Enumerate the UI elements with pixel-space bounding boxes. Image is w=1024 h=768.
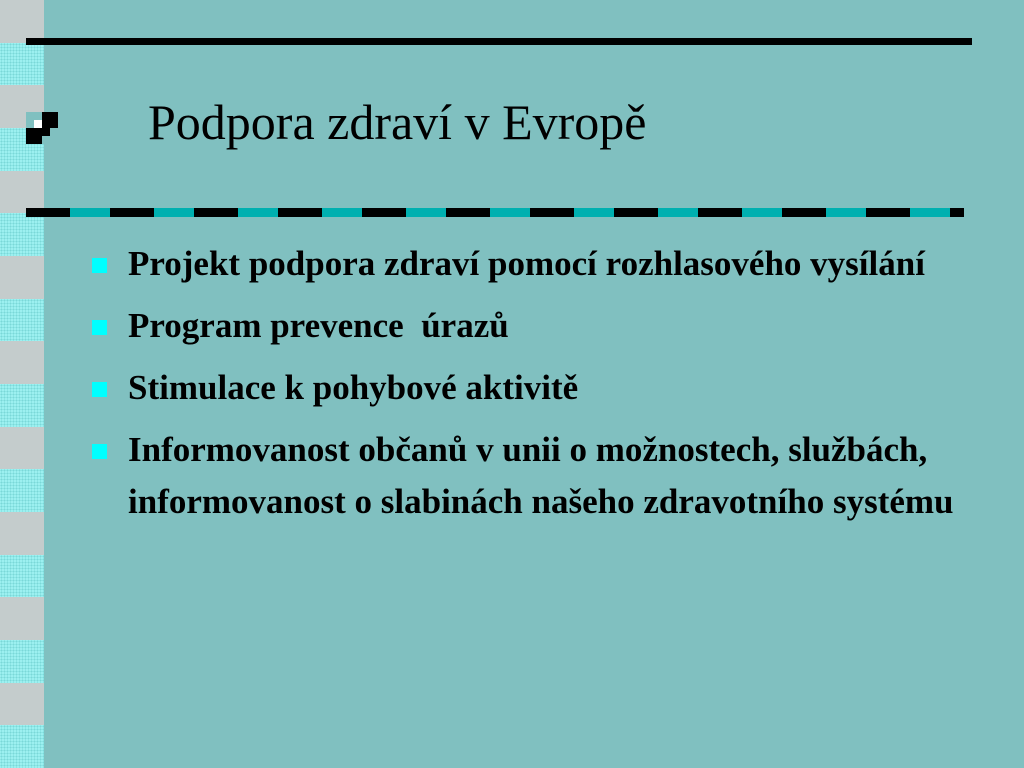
strip-block — [0, 555, 44, 598]
bullet-item — [88, 300, 988, 352]
bullet-text: Program prevence úrazů — [128, 306, 509, 345]
strip-block — [0, 427, 44, 470]
strip-block — [0, 256, 44, 299]
bullet-list — [88, 238, 988, 538]
square-bullet-icon — [92, 382, 107, 397]
strip-block — [0, 213, 44, 256]
strip-block — [0, 725, 44, 768]
bullet-item — [88, 238, 988, 290]
square-bullet-icon — [92, 444, 107, 459]
bullet-item — [88, 362, 988, 414]
strip-block — [0, 683, 44, 726]
strip-block — [0, 171, 44, 214]
title-bullet-icon — [26, 112, 58, 144]
strip-block — [0, 299, 44, 342]
strip-block — [0, 469, 44, 512]
strip-block — [0, 0, 44, 43]
square-bullet-icon — [92, 320, 107, 335]
dashed-divider — [26, 208, 964, 217]
strip-block — [0, 597, 44, 640]
bullet-item — [88, 424, 988, 528]
bullet-text: Projekt podpora zdraví pomocí rozhlasového vysílání — [128, 244, 925, 283]
bullet-text: Informovanost občanů v unii o možnostech, službách, informovanost o slabinách našeho zdravotního systému — [128, 430, 954, 521]
bullet-text: Stimulace k pohybové aktivitě — [128, 368, 579, 407]
slide-title: Podpora zdraví v Evropě — [148, 94, 647, 150]
strip-block — [0, 384, 44, 427]
strip-block — [0, 341, 44, 384]
strip-block — [0, 512, 44, 555]
top-rule — [26, 38, 972, 45]
square-bullet-icon — [92, 258, 107, 273]
strip-block — [0, 43, 44, 86]
strip-block — [0, 640, 44, 683]
